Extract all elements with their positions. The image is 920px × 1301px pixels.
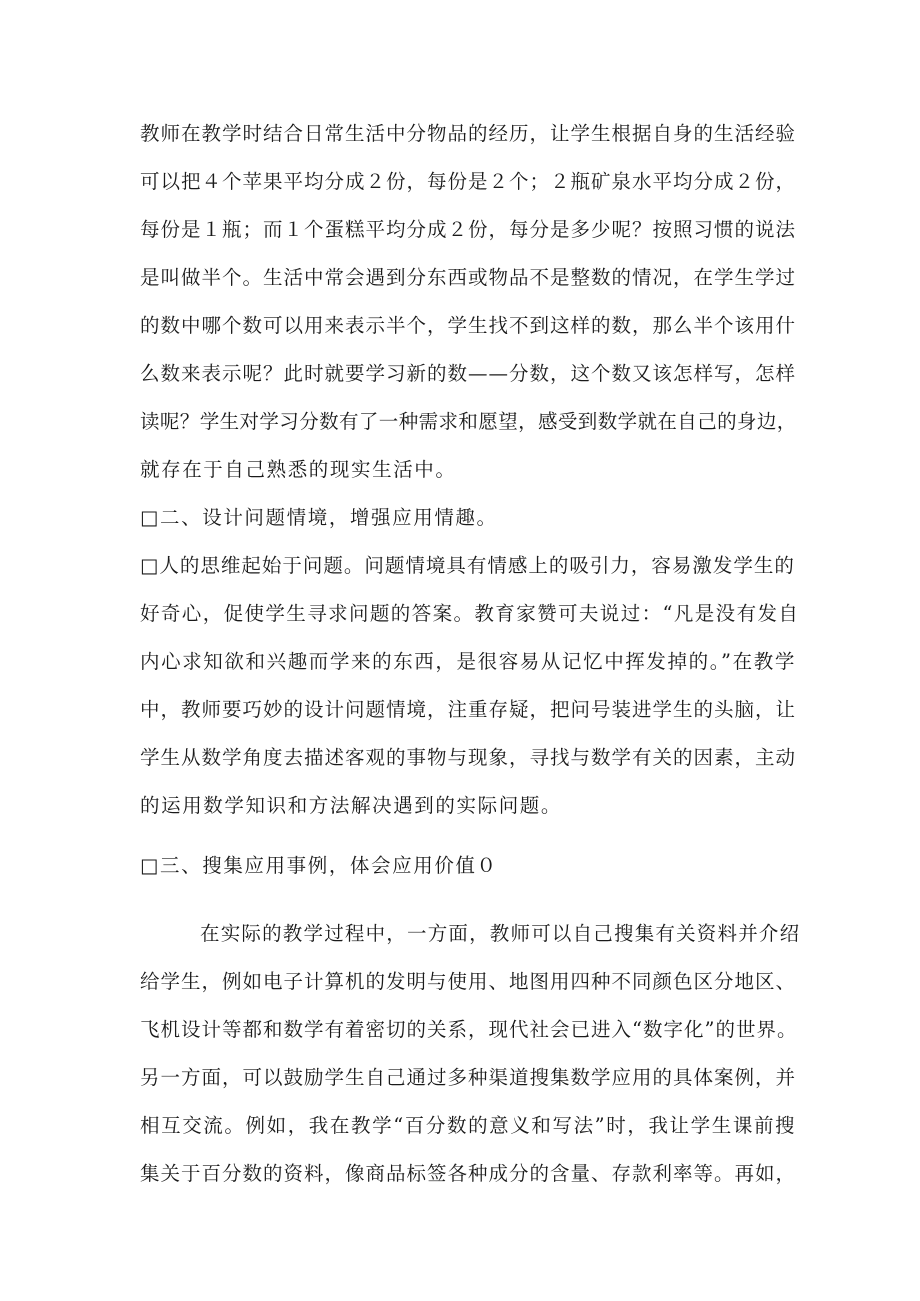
paragraph-line: 可以把４个苹果平均分成２份，每份是２个；２瓶矿泉水平均分成２份，: [140, 170, 797, 193]
paragraph-line: 么数来表示呢？此时就要学习新的数——分数，这个数又该怎样写，怎样: [140, 362, 797, 385]
paragraph-line: 内心求知欲和兴趣而学来的东西，是很容易从记忆中挥发掉的。”在教学: [140, 650, 796, 673]
paragraph-line: 就存在于自己熟悉的现实生活中。: [140, 458, 457, 481]
section-heading-2: □二、设计问题情境，增强应用情趣。: [140, 506, 498, 529]
paragraph-line: 另一方面，可以鼓励学生自己通过多种渠道搜集数学应用的具体案例，并: [140, 1066, 797, 1089]
paragraph-line: 每份是１瓶；而１个蛋糕平均分成２份，每分是多少呢？按照习惯的说法: [140, 218, 797, 241]
paragraph-line: 是叫做半个。生活中常会遇到分东西或物品不是整数的情况，在学生学过: [140, 266, 797, 289]
section-heading-3: □三、搜集应用事例，体会应用价值０: [140, 854, 498, 877]
paragraph-line: 的运用数学知识和方法解决遇到的实际问题。: [140, 794, 563, 817]
paragraph-line: 在实际的教学过程中，一方面，教师可以自己搜集有关资料并介绍: [200, 922, 801, 945]
paragraph-line: □人的思维起始于问题。问题情境具有情感上的吸引力，容易激发学生的: [140, 554, 795, 577]
paragraph-line: 给学生，例如电子计算机的发明与使用、地图用四种不同颜色区分地区、: [140, 970, 797, 993]
paragraph-line: 相互交流。例如，我在教学“百分数的意义和写法”时，我让学生课前搜: [140, 1114, 797, 1137]
paragraph-line: 的数中哪个数可以用来表示半个，学生找不到这样的数，那么半个该用什: [140, 314, 797, 337]
paragraph-line: 读呢？学生对学习分数有了一种需求和愿望，感受到数学就在自己的身边，: [140, 410, 797, 433]
paragraph-line: 中，教师要巧妙的设计问题情境，注重存疑，把问号装进学生的头脑，让: [140, 698, 797, 721]
paragraph-line: 集关于百分数的资料，像商品标签各种成分的含量、存款利率等。再如，: [140, 1162, 797, 1185]
paragraph-line: 飞机设计等都和数学有着密切的关系，现代社会已进入“数字化”的世界。: [140, 1018, 798, 1041]
paragraph-line: 教师在教学时结合日常生活中分物品的经历，让学生根据自身的生活经验: [140, 122, 797, 145]
paragraph-line: 学生从数学角度去描述客观的事物与现象，寻找与数学有关的因素，主动: [140, 746, 797, 769]
paragraph-line: 好奇心，促使学生寻求问题的答案。教育家赞可夫说过：“凡是没有发自: [140, 602, 800, 625]
